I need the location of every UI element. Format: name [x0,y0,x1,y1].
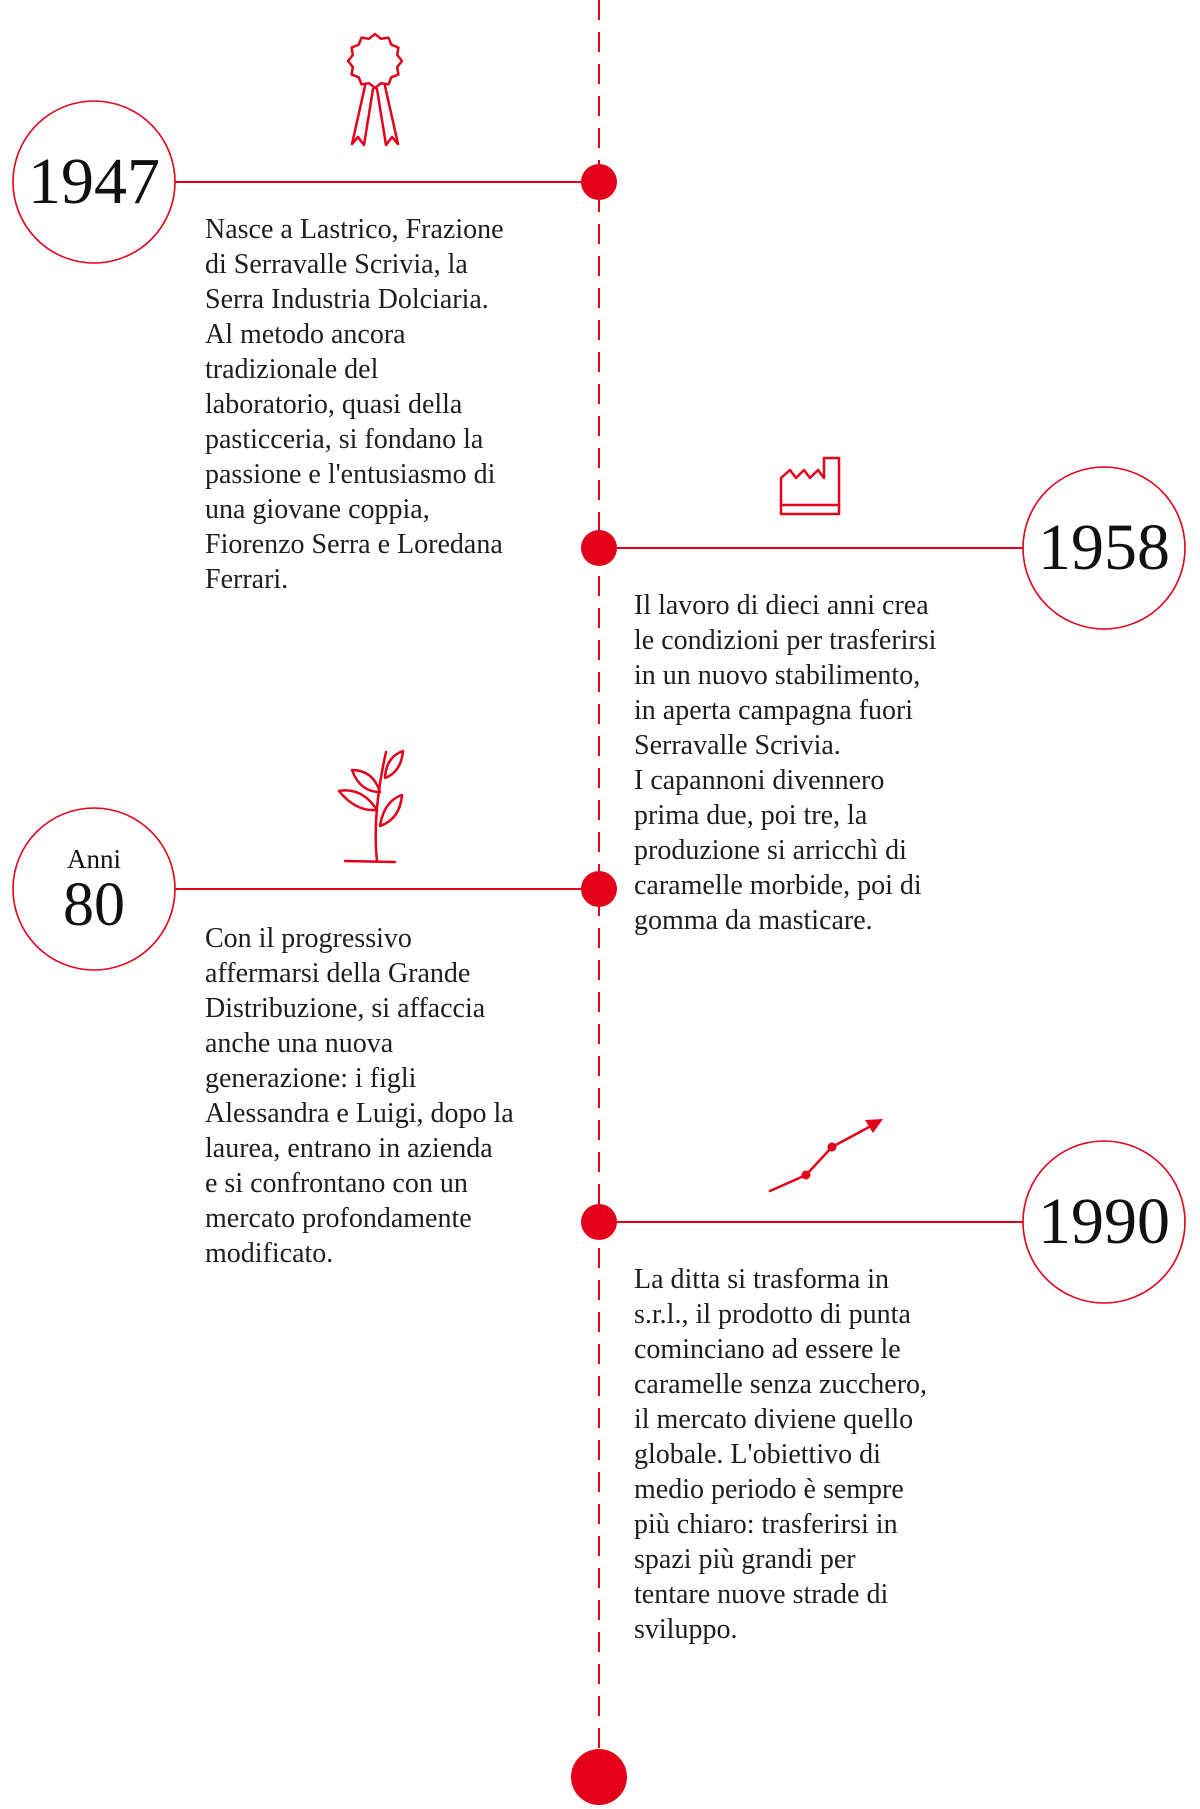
description-line: laboratorio, quasi della [205,389,463,420]
year-badge-1990 [1023,1141,1185,1303]
factory-icon [781,458,839,514]
timeline-end-dot [571,1749,627,1805]
description-1958 [634,588,936,938]
description-line: generazione: i figli [205,1063,417,1094]
description-line: Serravalle Scrivia. [634,730,841,761]
description-line: Distribuzione, si affaccia [205,993,486,1024]
description-line: più chiaro: trasferirsi in [634,1509,898,1540]
description-line: passione e l'entusiasmo di [205,459,496,490]
description-line: produzione si arricchì di [634,835,907,866]
description-line: e si confrontano con un [205,1168,468,1199]
description-line: I capannoni divennero [634,765,885,796]
description-1947 [205,212,504,597]
description-line: una giovane coppia, [205,494,430,525]
description-line: Ferrari. [205,564,289,595]
description-line: tentare nuove strade di [634,1579,889,1610]
description-80 [205,921,514,1271]
timeline-dot-1947 [581,164,617,200]
description-line: La ditta si trasforma in [634,1264,890,1295]
description-line: medio periodo è sempre [634,1474,904,1505]
description-line: s.r.l., il prodotto di punta [634,1299,911,1330]
description-line: le condizioni per trasferirsi [634,625,937,656]
year-label: 1958 [1038,511,1170,584]
description-line: modificato. [205,1238,334,1269]
description-line: anche una nuova [205,1028,394,1059]
description-line: Il lavoro di dieci anni crea [634,590,929,621]
year-badge-1947 [13,101,175,263]
description-line: in un nuovo stabilimento, [634,660,921,691]
description-line: mercato profondamente [205,1203,472,1234]
description-line: il mercato diviene quello [634,1404,914,1435]
description-line: di Serravalle Scrivia, la [205,249,468,280]
year-badge-1958 [1023,467,1185,629]
description-line: Con il progressivo [205,923,412,954]
description-line: Alessandra e Luigi, dopo la [205,1098,514,1129]
year-label: 1990 [1038,1185,1170,1258]
description-line: pasticceria, si fondano la [205,424,484,455]
description-line: Al metodo ancora [205,319,406,350]
description-line: laurea, entrano in azienda [205,1133,493,1164]
description-line: Fiorenzo Serra e Loredana [205,529,503,560]
timeline-dot-80 [581,871,617,907]
description-line: prima due, poi tre, la [634,800,868,831]
description-line: tradizionale del [205,354,379,385]
description-line: gomma da masticare. [634,905,873,936]
description-line: Nasce a Lastrico, Frazione [205,214,504,245]
timeline-dot-1958 [581,530,617,566]
plant-sprout-icon [339,751,403,862]
year-label: 80 [63,870,125,939]
year-label: 1947 [28,145,160,218]
description-line: in aperta campagna fuori [634,695,914,726]
timeline-dot-1990 [581,1204,617,1240]
description-line: Serra Industria Dolciaria. [205,284,489,315]
description-1990 [634,1262,927,1647]
description-line: caramelle morbide, poi di [634,870,922,901]
description-line: spazi più grandi per [634,1544,856,1575]
description-line: globale. L'obiettivo di [634,1439,881,1470]
description-line: sviluppo. [634,1614,738,1645]
description-line: caramelle senza zucchero, [634,1369,928,1400]
description-line: affermarsi della Grande [205,958,471,989]
year-prefix-label: Anni [67,843,121,874]
award-ribbon-icon [348,34,402,145]
description-line: cominciano ad essere le [634,1334,901,1365]
growth-chart-icon [770,1119,883,1191]
year-badge-80 [13,808,175,970]
